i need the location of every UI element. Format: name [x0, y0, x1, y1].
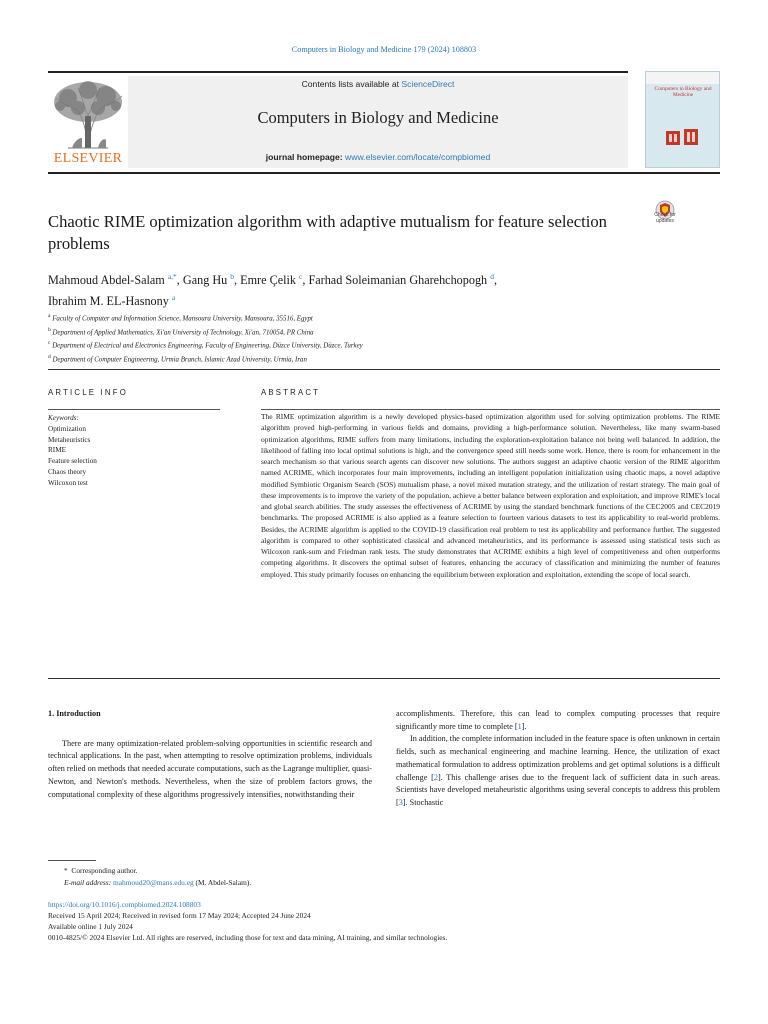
section-heading-introduction: 1. Introduction — [48, 709, 101, 718]
footnote-text: Corresponding author. — [71, 866, 138, 875]
footnote-rule — [48, 860, 96, 861]
author-email-link[interactable]: mahmoud20@mans.edu.eg — [113, 878, 194, 887]
author-separator: , — [493, 273, 497, 288]
cover-illustration — [664, 127, 700, 147]
author-separator: , — [234, 273, 241, 288]
check-updates-line1: Check for — [654, 212, 676, 218]
sciencedirect-link[interactable]: ScienceDirect — [401, 79, 455, 89]
author-affiliation-mark[interactable]: c — [299, 272, 303, 281]
body-text: accomplishments. Therefore, this can lead to complex computing processes that require significantly more time to complete [ — [396, 709, 720, 731]
affiliation-text: Department of Computer Engineering, Urmia Branch, Islamic Azad University, Urmia, Iran — [52, 355, 307, 363]
article-title: Chaotic RIME optimization algorithm with adaptive mutualism for feature selection problems — [48, 212, 607, 253]
article-info-rule — [48, 409, 220, 410]
author-list — [48, 268, 688, 310]
article-info-heading: ARTICLE INFO — [48, 388, 128, 397]
body-paragraph: There are many optimization-related problem-solving opportunities in scientific research and technical applications. In the past, when attempting to resolve optimization problems, individuals often relied on methods that needed accurate computations, such as the Lagrange multiplier, quasi-Newton, and Newton's methods. Nevertheless, when the size of problem factors grows, the computational complexity of these algorithms progressively intensifies, notwithstanding their — [48, 738, 372, 799]
author-affiliation-mark[interactable]: d — [490, 272, 494, 281]
cover-title: Computers in Biology and Medicine — [654, 86, 712, 98]
author-affiliation-mark[interactable]: b — [230, 272, 235, 281]
email-label: E-mail address: — [64, 878, 113, 887]
journal-homepage-line — [128, 152, 628, 162]
copyright-line: 0010-4825/© 2024 Elsevier Ltd. All rights are reserved, including those for text and data mining, AI training, and similar technologies. — [48, 933, 448, 943]
journal-homepage-link[interactable]: www.elsevier.com/locate/compbiomed — [345, 152, 491, 162]
affiliations — [48, 311, 708, 365]
abstract-end-rule — [48, 678, 720, 679]
keyword-item: Chaos theory — [48, 467, 87, 476]
body-text: ]. — [521, 721, 527, 731]
abstract-heading: ABSTRACT — [261, 388, 321, 397]
running-header[interactable]: Computers in Biology and Medicine 179 (2024) 108803 — [291, 45, 477, 54]
citation-link[interactable]: 2 — [433, 772, 438, 782]
author-name[interactable]: Gang Hu — [182, 273, 228, 288]
section-divider — [48, 369, 720, 370]
contents-available-line: Contents lists available at ScienceDirect — [301, 79, 455, 89]
check-updates-line2: updates — [656, 217, 674, 224]
affiliation-item — [48, 311, 708, 325]
body-text: ]. Stochastic — [402, 797, 444, 807]
keyword-item: RIME — [48, 446, 66, 455]
keyword-item: Feature selection — [48, 457, 97, 466]
abstract-rule — [261, 409, 720, 410]
affiliation-item — [48, 352, 708, 366]
author-name[interactable]: Ibrahim M. EL-Hasnony — [48, 294, 169, 309]
author-name[interactable]: Farhad Soleimanian Gharehchopogh — [308, 273, 488, 288]
affiliation-item — [48, 338, 708, 352]
keyword-item: Wilcoxon test — [48, 478, 88, 487]
author-separator: , — [176, 273, 183, 288]
publication-info — [48, 899, 720, 943]
body-left-column — [48, 708, 372, 801]
journal-cover[interactable] — [645, 71, 720, 168]
keyword-item: Optimization — [48, 424, 86, 433]
affiliation-mark: c — [48, 340, 51, 346]
affiliation-mark: b — [48, 326, 51, 333]
body-text: In addition, the complete information included in the feature space is often unknown in certain fields, such as mechanical engineering and machine learning. Hence, the utilization of exact mathematical formulation to address optimization problems and get optimal solutions is a difficult challenge [ — [396, 734, 720, 782]
author-name[interactable]: Emre Çelik — [240, 273, 296, 288]
author-separator: , — [302, 273, 309, 288]
affiliation-mark: a — [48, 313, 51, 319]
journal-title: Computers in Biology and Medicine — [257, 108, 499, 127]
footnotes — [48, 865, 708, 889]
elsevier-wordmark: ELSEVIER — [53, 151, 123, 166]
body-right-column — [396, 708, 720, 810]
affiliation-text: Faculty of Computer and Information Science, Mansoura University, Mansoura, 35516, Egypt — [52, 315, 313, 323]
author-affiliation-mark[interactable]: a — [171, 293, 176, 303]
citation-link[interactable]: 1 — [517, 721, 522, 731]
homepage-label: journal homepage: — [265, 152, 346, 162]
email-owner: (M. Abdel-Salam). — [193, 878, 252, 887]
author-affiliation-mark[interactable]: a,* — [167, 272, 177, 281]
keyword-item: Metaheuristics — [48, 435, 91, 444]
affiliation-mark: d — [48, 353, 51, 360]
email-note — [48, 877, 708, 889]
cover-header-strip — [646, 72, 719, 84]
available-online-date: Available online 1 July 2024 — [48, 922, 133, 932]
citation-link[interactable]: 3 — [398, 797, 403, 807]
body-paragraph — [396, 708, 720, 733]
author-name[interactable]: Mahmoud Abdel-Salam — [48, 273, 165, 288]
corresponding-author-note — [48, 865, 708, 877]
affiliation-text: Department of Electrical and Electronics Engineering, Faculty of Engineering, Düzce University, Düzce, Turkey — [52, 342, 363, 350]
masthead-bottom-rule — [48, 172, 720, 174]
keywords-block — [48, 413, 218, 489]
footnote-mark: * — [64, 866, 68, 875]
affiliation-text: Department of Applied Mathematics, Xi'an University of Technology, Xi'an, 710054, PR China — [52, 328, 314, 336]
check-for-updates-label[interactable] — [646, 213, 684, 224]
received-dates: Received 15 April 2024; Received in revised form 17 May 2024; Accepted 24 June 2024 — [48, 911, 311, 921]
keywords-title: Keywords: — [48, 414, 79, 422]
abstract-text: The RIME optimization algorithm is a newly developed physics-based optimization algorithm used for solving optimization problems. The RIME algorithm proved high-performing in various fields and domains, providing a high-performance solution. Nevertheless, like many swarm-based optimization algorithms, RIME suffers from many limitations, including the exploration-exploitation balance not being well balanced. In addition, the likelihood of falling into local optimal solutions is high, and the convergence speed still needs some work. Hence, there is room for enhancement in the search mechanism so that various search agents can discover new solutions. The authors suggest an adaptive chaotic version of the RIME algorithm named ACRIME, which incorporates four main improvements, including an intelligent population initialization using chaotic maps, a novel adaptive modified Symbiotic Organism Search (SOS) mutualism phase, a novel mixed mutation strategy, and the utilization of restart strategy. The main goal of these improvements is to improve the variety of the population, achieve a better balance between exploration and exploitation, and improve RIME's local and global search abilities. The study assesses the effectiveness of ACRIME by using the standard benchmark functions of the CEC2005 and CEC2019 benchmarks. The proposed ACRIME is also applied as a feature selection to fourteen various datasets to test its applicability to real-world problems. Besides, the ACRIME algorithm is applied to the COVID-19 classification real problem to test its applicability and performance further. The suggested algorithm is compared to other sophisticated classical and advanced metaheuristics, and its performance is assessed using statistical tests such as Wilcoxon rank-sum and Friedman rank tests. The study demonstrates that ACRIME exhibits a high level of competitiveness and often outperforms competing algorithms. It discovers the optimal subset of features, enhancing the accuracy of classification and minimizing the number of features employed. This study primarily focuses on enhancing the equilibrium between exploration and exploitation, extending the scope of local search. — [261, 412, 720, 579]
affiliation-item — [48, 325, 708, 339]
masthead-top-rule — [48, 71, 628, 73]
doi-link[interactable]: https://doi.org/10.1016/j.compbiomed.2024.108803 — [48, 900, 201, 909]
body-paragraph — [396, 733, 720, 809]
body-text: ]. This challenge arises due to the frequent lack of sufficient data in such areas. Scientists have developed metaheuristic algorithms using several concepts to address this problem [ — [396, 772, 721, 807]
